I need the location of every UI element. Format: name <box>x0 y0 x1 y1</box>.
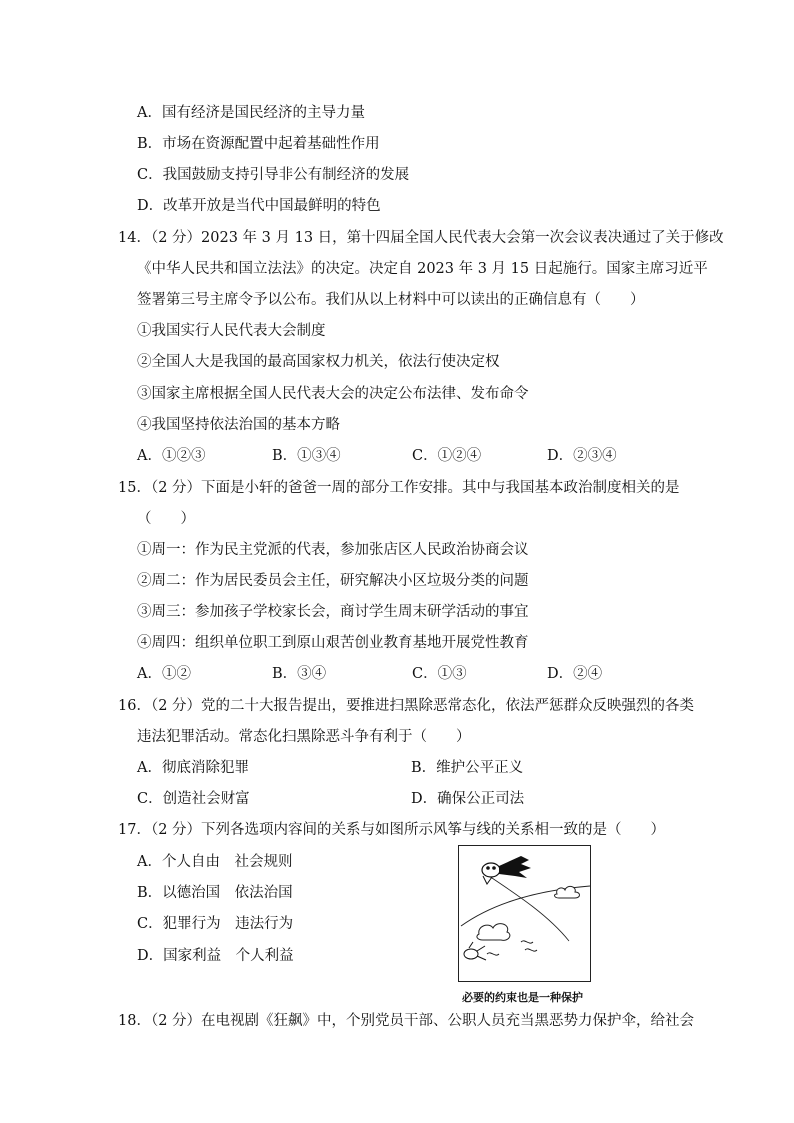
kite-illustration <box>459 846 590 981</box>
q15-option-a: A．①② <box>137 666 191 682</box>
q17-option-a: A．个人自由 社会规则 <box>137 854 293 870</box>
q14-option-b: B．①③④ <box>272 448 341 464</box>
q15-option-b: B．③④ <box>272 666 327 682</box>
q16-option-d: D．确保公正司法 <box>411 791 525 807</box>
figure-caption: 必要的约束也是一种保护 <box>462 991 583 1004</box>
q17-option-c: C．犯罪行为 违法行为 <box>137 916 294 932</box>
kite-cartoon-figure <box>458 845 591 982</box>
q15-stem-line-1: 15．（2 分）下面是小轩的爸爸一周的部分工作安排。其中与我国基本政治制度相关的是 <box>118 480 680 496</box>
q16-stem-line-1: 16．（2 分）党的二十大报告提出，要推进扫黑除恶常态化，依法严惩群众反映强烈的各类 <box>118 698 695 714</box>
q14-stem-line-3: 签署第三号主席令予以公布。我们从以上材料中可以读出的正确信息有（ ） <box>137 292 645 308</box>
q15-statement-1: ①周一：作为民主党派的代表，参加张店区人民政治协商会议 <box>137 542 529 558</box>
q14-statement-1: ①我国实行人民代表大会制度 <box>137 323 326 339</box>
q15-stem-line-2: （ ） <box>137 511 195 527</box>
q15-statement-2: ②周二：作为居民委员会主任，研究解决小区垃圾分类的问题 <box>137 573 529 589</box>
q14-statement-2: ②全国人大是我国的最高国家权力机关，依法行使决定权 <box>137 354 500 370</box>
q14-option-d: D．②③④ <box>547 448 617 464</box>
q16-option-a: A．彻底消除犯罪 <box>137 760 249 776</box>
q16-option-c: C．创造社会财富 <box>137 791 250 807</box>
q16-stem-line-2: 违法犯罪活动。常态化扫黑除恶斗争有利于（ ） <box>137 729 471 745</box>
q14-option-c: C．①②④ <box>412 448 482 464</box>
fallen-kite-icon <box>464 942 499 960</box>
q13-option-b: B．市场在资源配置中起着基础性作用 <box>137 136 380 152</box>
q14-options-row <box>137 446 697 466</box>
q14-statement-3: ③国家主席根据全国人民代表大会的决定公布法律、发布命令 <box>137 386 529 402</box>
q13-option-d: D．改革开放是当代中国最鲜明的特色 <box>137 198 381 214</box>
q13-option-a: A．国有经济是国民经济的主导力量 <box>137 105 365 121</box>
q15-statement-3: ③周三：参加孩子学校家长会，商讨学生周末研学活动的事宜 <box>137 604 529 620</box>
q13-option-c: C．我国鼓励支持引导非公有制经济的发展 <box>137 167 410 183</box>
q16-options-row-1 <box>137 758 697 778</box>
q18-stem: 18．（2 分）在电视剧《狂飙》中，个别党员干部、公职人员充当黑恶势力保护伞，给社会 <box>118 1013 695 1029</box>
q15-option-d: D．②④ <box>547 666 603 682</box>
kite-icon <box>482 856 531 884</box>
q14-option-a: A．①②③ <box>137 448 206 464</box>
q15-options-row <box>137 664 697 684</box>
q16-option-b: B．维护公平正义 <box>411 760 524 776</box>
q17-stem: 17．（2 分）下列各选项内容间的关系与如图所示风筝与线的关系相一致的是（ ） <box>118 822 666 838</box>
q14-stem-line-1: 14．（2 分）2023 年 3 月 13 日，第十四届全国人民代表大会第一次会议表决通过了关于修改 <box>118 230 724 246</box>
q15-option-c: C．①③ <box>412 666 467 682</box>
q16-options-row-2 <box>137 789 697 809</box>
q15-statement-4: ④周四：组织单位职工到原山艰苦创业教育基地开展党性教育 <box>137 635 529 651</box>
q14-statement-4: ④我国坚持依法治国的基本方略 <box>137 417 340 433</box>
q17-option-d: D．国家利益 个人利益 <box>137 948 294 964</box>
q14-stem-line-2: 《中华人民共和国立法法》的决定。决定自 2023 年 3 月 15 日起施行。国家主席习近平 <box>137 261 708 277</box>
q17-option-b: B．以德治国 依法治国 <box>137 885 293 901</box>
